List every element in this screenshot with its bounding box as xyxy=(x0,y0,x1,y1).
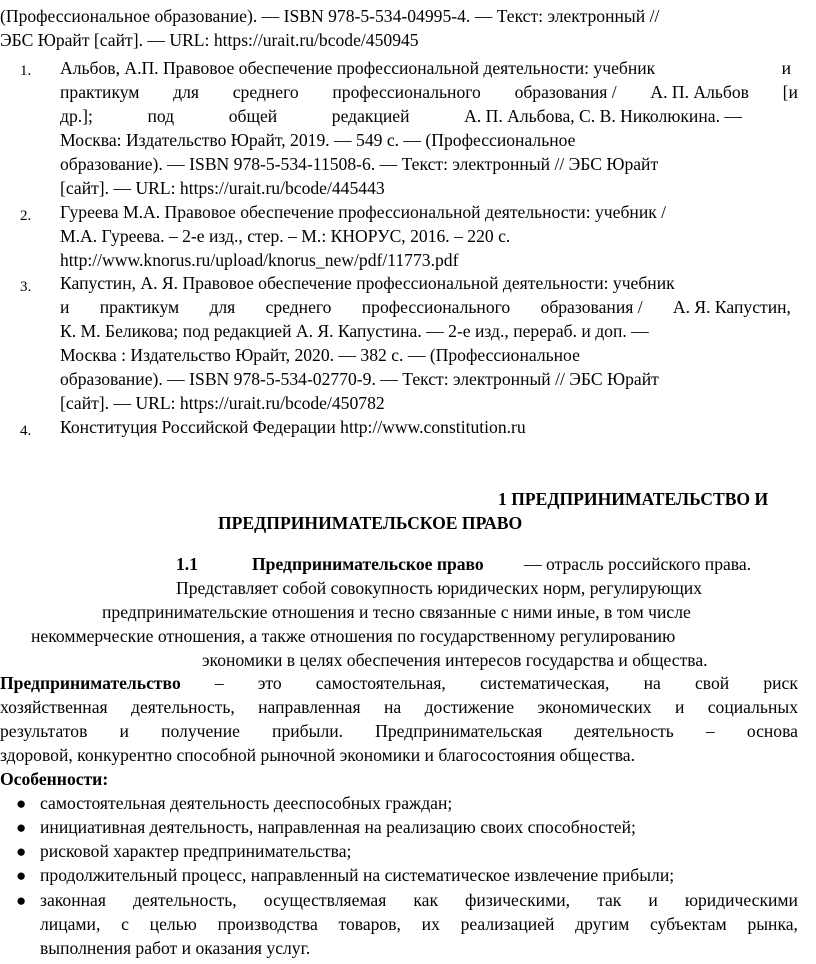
reference-number: 1. xyxy=(20,63,32,79)
reference-continuation-line: (Профессиональное образование). — ISBN 978-5-534-04995-4. — Текст: электронный // xyxy=(0,6,660,26)
definition-line: здоровой, конкурентно способной рыночной экономики и благосостояния общества. xyxy=(0,745,635,765)
section-number: 1.1 xyxy=(176,554,198,574)
bullet-icon: ● xyxy=(16,794,27,813)
reference-line: Альбов, А.П. Правовое обеспечение профессиональной деятельности: учебник и xyxy=(60,58,791,78)
reference-line: К. М. Беликова; под редакцией А. Я. Капустина. — 2-е изд., перераб. и доп. — xyxy=(60,321,649,341)
features-title: Особенности: xyxy=(0,769,109,789)
definition-term: Предпринимательство xyxy=(0,673,181,693)
section-text: — отрасль российского права. xyxy=(524,554,752,574)
chapter-heading: 1 ПРЕДПРИНИМАТЕЛЬСТВО И xyxy=(498,489,769,509)
definition-line: результатов и получение прибыли. Предпринимательская деятельность – основа xyxy=(0,721,798,741)
reference-line: Капустин, А. Я. Правовое обеспечение профессиональной деятельности: учебник xyxy=(60,273,675,293)
section-text: предпринимательские отношения и тесно связанные с ними иные, в том числе xyxy=(102,602,691,622)
section-term: Предпринимательское право xyxy=(252,554,484,574)
feature-item: продолжительный процесс, направленный на систематическое извлечение прибыли; xyxy=(40,865,675,885)
feature-item: рисковой характер предпринимательства; xyxy=(40,841,352,861)
reference-line: [сайт]. — URL: https://urait.ru/bcode/445443 xyxy=(60,178,385,198)
section-text: некоммерческие отношения, а также отношения по государственному регулированию xyxy=(31,626,676,646)
reference-line: М.А. Гуреева. – 2-е изд., стер. – М.: КНОРУС, 2016. – 220 с. xyxy=(60,226,511,246)
definition-line: Предпринимательство – это самостоятельная, систематическая, на свой риск xyxy=(0,672,798,695)
reference-line: практикум для среднего профессионального образования / А. П. Альбов [и xyxy=(60,82,798,102)
reference-line: Москва : Издательство Юрайт, 2020. — 382 с. — (Профессиональное xyxy=(60,345,580,365)
reference-number: 4. xyxy=(20,423,32,439)
reference-line: Гуреева М.А. Правовое обеспечение профессиональной деятельности: учебник / xyxy=(60,202,667,222)
chapter-heading: ПРЕДПРИНИМАТЕЛЬСКОЕ ПРАВО xyxy=(218,513,523,533)
feature-item-continuation: лицами, с целью производства товаров, их реализацией другим субъектам рынка, xyxy=(40,914,798,934)
bullet-icon: ● xyxy=(16,891,27,910)
reference-line: образование). — ISBN 978-5-534-11508-6. — Текст: электронный // ЭБС Юрайт xyxy=(60,154,659,174)
reference-line: [сайт]. — URL: https://urait.ru/bcode/450782 xyxy=(60,393,385,413)
reference-line: Конституция Российской Федерации http://www.constitution.ru xyxy=(60,417,526,437)
feature-item: самостоятельная деятельность дееспособных граждан; xyxy=(40,793,453,813)
feature-item-continuation: выполнения работ и оказания услуг. xyxy=(40,938,311,958)
reference-line: др.]; под общей редакцией А. П. Альбова, С. В. Николюкина. — xyxy=(60,106,742,126)
reference-line: Москва: Издательство Юрайт, 2019. — 549 с. — (Профессиональное xyxy=(60,130,576,150)
bullet-icon: ● xyxy=(16,866,27,885)
section-text: Представляет собой совокупность юридических норм, регулирующих xyxy=(176,578,702,598)
definition-line: хозяйственная деятельность, направленная на достижение экономических и социальных xyxy=(0,697,798,717)
bullet-icon: ● xyxy=(16,818,27,837)
reference-continuation-line: ЭБС Юрайт [сайт]. — URL: https://urait.ru/bcode/450945 xyxy=(0,30,419,50)
reference-number: 2. xyxy=(20,208,32,224)
bullet-icon: ● xyxy=(16,842,27,861)
feature-item: инициативная деятельность, направленная на реализацию своих способностей; xyxy=(40,817,636,837)
reference-line: и практикум для среднего профессионального образования / А. Я. Капустин, xyxy=(60,297,791,317)
reference-link[interactable]: http://www.knorus.ru/upload/knorus_new/pdf/11773.pdf xyxy=(60,250,459,270)
section-text: экономики в целях обеспечения интересов государства и общества. xyxy=(202,650,708,670)
feature-item: законная деятельность, осуществляемая как физическими, так и юридическими xyxy=(40,890,798,910)
reference-number: 3. xyxy=(20,279,32,295)
reference-line: образование). — ISBN 978-5-534-02770-9. — Текст: электронный // ЭБС Юрайт xyxy=(60,369,659,389)
